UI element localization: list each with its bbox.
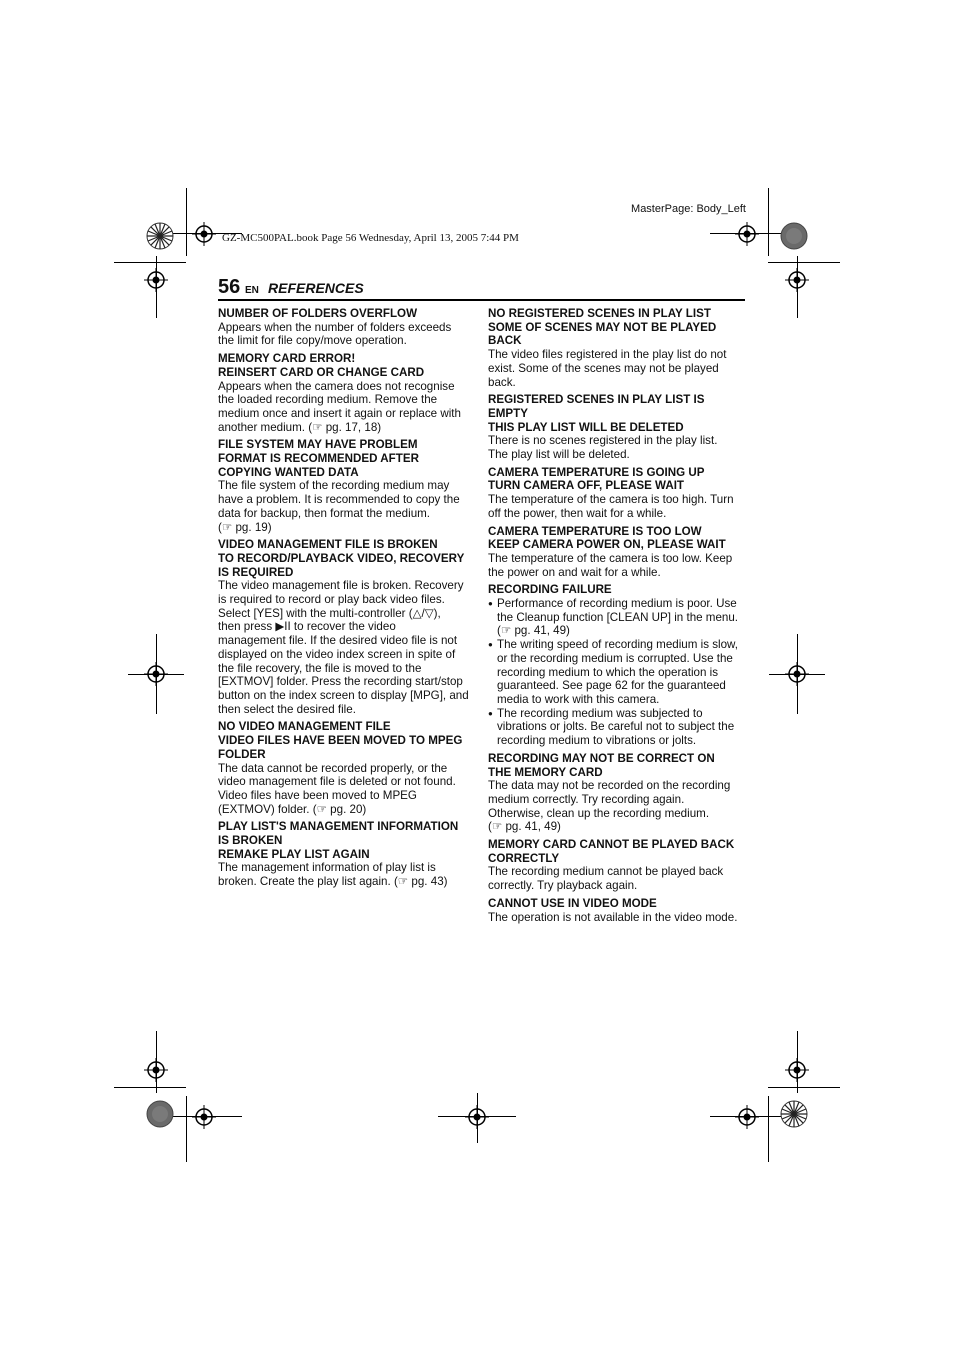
section-title: REFERENCES xyxy=(268,280,364,296)
starburst-calibration-icon xyxy=(146,222,174,250)
message-description: The operation is not available in the video mode. xyxy=(488,910,738,924)
starburst-calibration-icon xyxy=(780,1100,808,1128)
message-description: There is no scenes registered in the play list. The play list will be deleted. xyxy=(488,434,718,462)
message-entry xyxy=(488,838,746,893)
bullet-item: ● Performance of recording medium is poor. Use the Cleanup function [CLEAN UP] in the menu. (☞ pg. 41, 49) xyxy=(488,597,746,638)
master-page-label: MasterPage: Body_Left xyxy=(631,203,746,215)
registration-target-icon xyxy=(785,268,809,292)
message-entry xyxy=(218,438,473,534)
message-entry xyxy=(218,720,473,816)
page-header xyxy=(218,276,745,301)
message-entry xyxy=(488,393,746,462)
language-code: EN xyxy=(245,285,259,296)
message-heading: NUMBER OF FOLDERS OVERFLOW xyxy=(218,307,418,320)
print-slug-line: GZ-MC500PAL.book Page 56 Wednesday, April 13, 2005 7:44 PM xyxy=(222,232,519,244)
bullet-list xyxy=(488,597,746,748)
registration-target-icon xyxy=(144,662,168,686)
message-entry xyxy=(218,307,473,348)
registration-target-icon xyxy=(735,222,759,246)
message-heading: VIDEO MANAGEMENT FILE IS BROKEN TO RECORD/PLAYBACK VIDEO, RECOVERY IS REQUIRED xyxy=(218,538,465,579)
message-heading: PLAY LIST'S MANAGEMENT INFORMATION IS BROKEN REMAKE PLAY LIST AGAIN xyxy=(218,820,459,861)
message-heading: RECORDING MAY NOT BE CORRECT ON THE MEMORY CARD xyxy=(488,751,715,779)
gray-disc-calibration-icon xyxy=(146,1100,174,1128)
message-description: The data may not be recorded on the recording medium correctly. Try recording again. Otherwise, clean up the recording medium. (☞ pg. 41, 49) xyxy=(488,779,731,834)
message-description: The temperature of the camera is too low. Keep the power on and wait for a while. xyxy=(488,551,733,579)
registration-target-icon xyxy=(192,1105,216,1129)
message-description: The management information of play list is broken. Create the play list again. (☞ pg. 43) xyxy=(218,861,448,889)
page-number: 56 xyxy=(218,276,241,298)
message-heading: NO VIDEO MANAGEMENT FILE VIDEO FILES HAVE BEEN MOVED TO MPEG FOLDER xyxy=(218,720,463,761)
registration-target-icon xyxy=(144,268,168,292)
message-entry xyxy=(218,820,473,889)
registration-target-icon xyxy=(735,1105,759,1129)
message-heading: MEMORY CARD ERROR! REINSERT CARD OR CHANGE CARD xyxy=(218,352,425,379)
registration-target-icon xyxy=(192,222,216,246)
message-entry xyxy=(488,897,746,924)
message-description: The video management file is broken. Recovery is required to record or play back video files. Select [YES] with the multi-controller (△/▽), then press ▶II to recover the video management file. If the desired video file is not displayed on the video index screen in spite of the file recovery, the file is moved to the [EXTMOV] folder. Press the recording start/stop button on the index screen to display [MPG], and then select the desired file. xyxy=(218,579,469,716)
bullet-item: ● The recording medium was subjected to vibrations or jolts. Be careful not to subject the recording medium to vibrations or jolts. xyxy=(488,707,746,748)
gray-disc-calibration-icon xyxy=(780,222,808,250)
right-column xyxy=(488,307,746,928)
message-entry xyxy=(218,352,473,434)
message-heading: RECORDING FAILURE xyxy=(488,583,612,597)
message-heading: FILE SYSTEM MAY HAVE PROBLEM FORMAT IS RECOMMENDED AFTER COPYING WANTED DATA xyxy=(218,438,419,479)
message-heading: CANNOT USE IN VIDEO MODE xyxy=(488,896,657,910)
registration-target-icon xyxy=(144,1058,168,1082)
message-heading: REGISTERED SCENES IN PLAY LIST IS EMPTY THIS PLAY LIST WILL BE DELETED xyxy=(488,393,705,434)
message-heading: CAMERA TEMPERATURE IS TOO LOW KEEP CAMERA POWER ON, PLEASE WAIT xyxy=(488,524,726,552)
message-entry xyxy=(488,466,746,521)
registration-target-icon xyxy=(465,1105,489,1129)
message-description: The video files registered in the play list do not exist. Some of the scenes may not be played back. xyxy=(488,348,727,389)
message-description: The data cannot be recorded properly, or the video management file is deleted or not found. Video files have been moved to MPEG (EXTMOV) folder. (☞ pg. 20) xyxy=(218,761,456,816)
registration-target-icon xyxy=(785,662,809,686)
registration-target-icon xyxy=(785,1058,809,1082)
message-heading: CAMERA TEMPERATURE IS GOING UP TURN CAMERA OFF, PLEASE WAIT xyxy=(488,465,705,493)
message-entry xyxy=(488,583,746,747)
message-description: The file system of the recording medium may have a problem. It is recommended to copy the data for backup, then format the medium. (☞ pg. 19) xyxy=(218,479,460,534)
message-entry xyxy=(218,538,473,716)
message-description: Appears when the camera does not recognise the loaded recording medium. Remove the medium once and insert it again or replace with another medium. (☞ pg. 17, 18) xyxy=(218,379,461,434)
message-description: Appears when the number of folders exceeds the limit for file copy/move operation. xyxy=(218,320,452,348)
message-description: The recording medium cannot be played back correctly. Try playback again. xyxy=(488,865,724,893)
message-heading: NO REGISTERED SCENES IN PLAY LIST SOME OF SCENES MAY NOT BE PLAYED BACK xyxy=(488,307,717,348)
left-column xyxy=(218,307,473,893)
message-description: The temperature of the camera is too high. Turn off the power, then wait for a while. xyxy=(488,493,734,520)
bullet-item: ● The writing speed of recording medium is slow, or the recording medium is corrupted. Use the recording medium to which the operation is guaranteed. See page 62 for the guaranteed media to work with this camera. xyxy=(488,638,746,707)
message-entry xyxy=(488,307,746,389)
message-entry xyxy=(488,752,746,834)
message-entry xyxy=(488,525,746,580)
message-heading: MEMORY CARD CANNOT BE PLAYED BACK CORRECTLY xyxy=(488,838,735,865)
